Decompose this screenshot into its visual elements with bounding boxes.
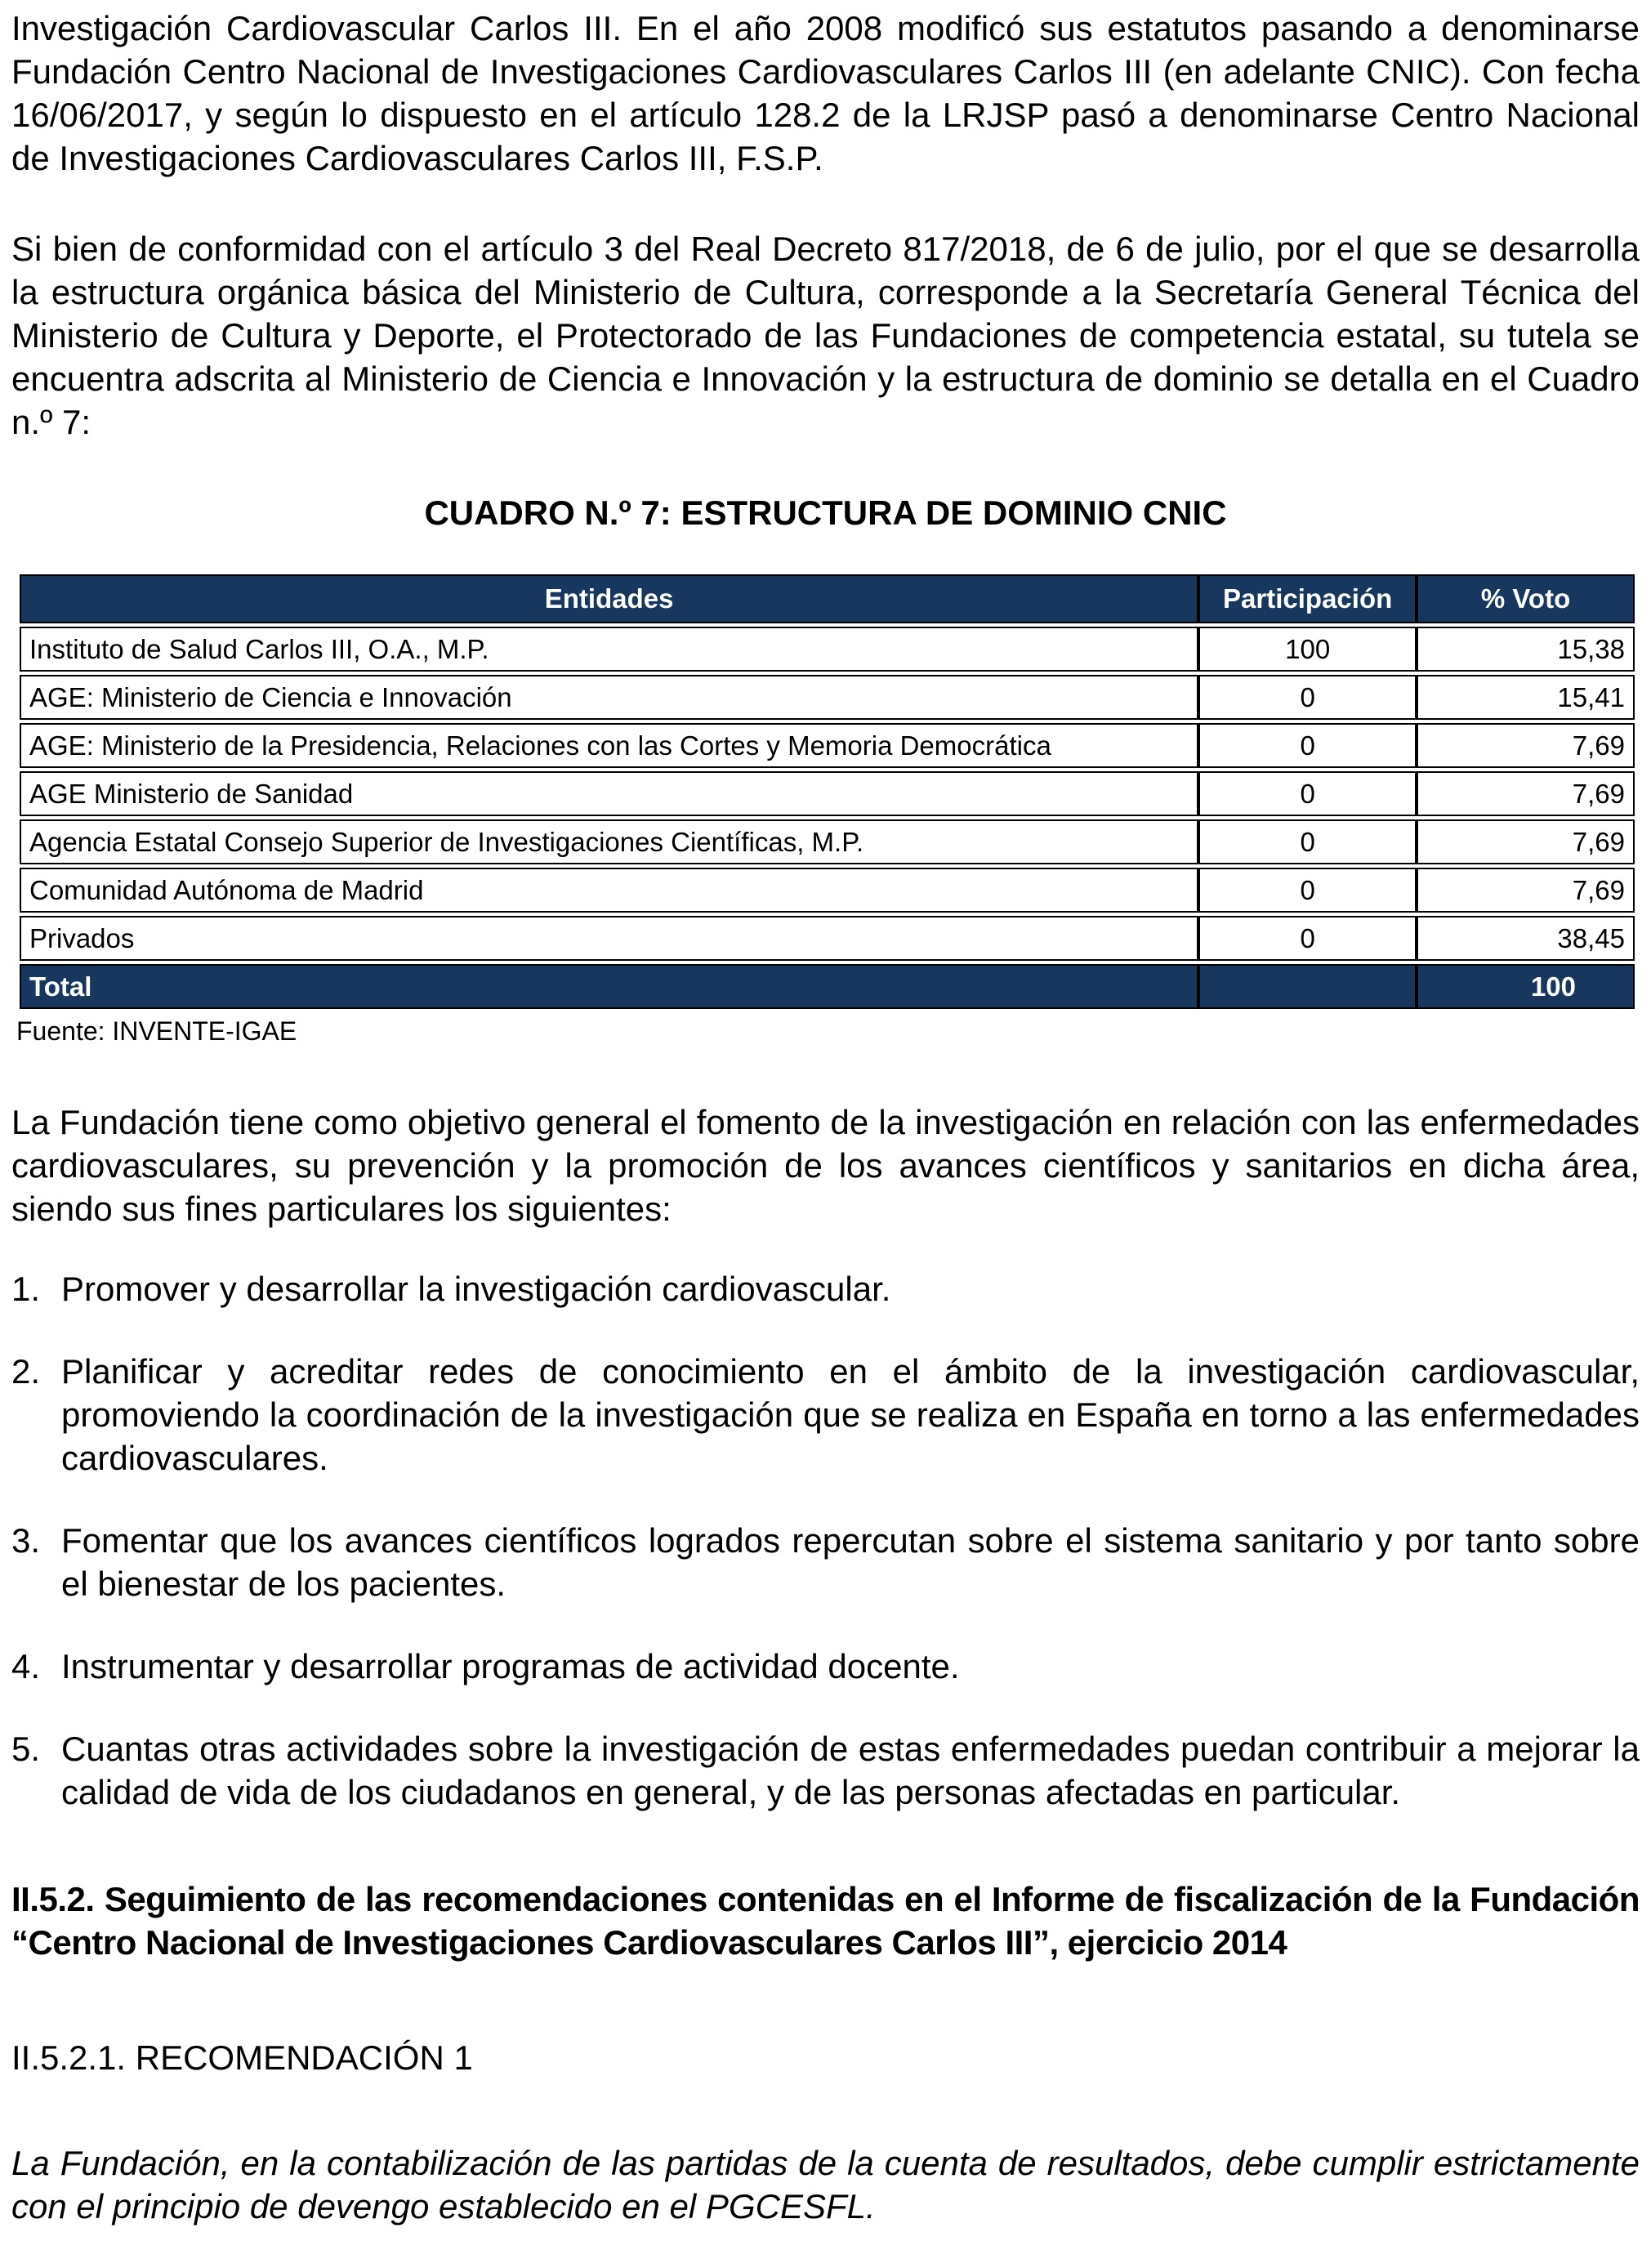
column-header-voto: % Voto xyxy=(1417,574,1635,623)
column-header-participacion: Participación xyxy=(1198,574,1417,623)
section-heading: II.5.2. Seguimiento de las recomendaciones contenidas en el Informe de fiscalización de la Fundación “Centro Nacional de Investigaciones Cardiovasculares Carlos III”, ejercicio 2014 xyxy=(11,1880,1640,1962)
cell-participacion: 0 xyxy=(1198,675,1417,720)
cell-participacion: 0 xyxy=(1198,771,1417,816)
cell-entidad: AGE Ministerio de Sanidad xyxy=(20,771,1198,816)
cell-voto: 38,45 xyxy=(1417,916,1635,961)
cell-voto: 7,69 xyxy=(1417,868,1635,913)
table-total-row xyxy=(20,964,1635,1009)
recommendation-text: La Fundación, en la contabilización de las partidas de la cuenta de resultados, debe cumplir estrictamente con el principio de devengo establecido en el PGCESFL. xyxy=(11,2144,1640,2226)
cell-voto: 7,69 xyxy=(1417,723,1635,768)
list-item xyxy=(11,1727,1640,1814)
cell-entidad: Agencia Estatal Consejo Superior de Investigaciones Científicas, M.P. xyxy=(20,819,1198,864)
list-item-text: Fomentar que los avances científicos logrados repercutan sobre el sistema sanitario y por tanto sobre el bienestar de los pacientes. xyxy=(61,1521,1640,1603)
dominio-table xyxy=(20,571,1635,1012)
table-row xyxy=(20,627,1635,672)
list-item xyxy=(11,1267,1640,1310)
recommendation-heading: II.5.2.1. RECOMENDACIÓN 1 xyxy=(11,2038,473,2077)
column-header-entidades: Entidades xyxy=(20,574,1198,623)
cell-total-label: Total xyxy=(20,964,1198,1009)
list-item xyxy=(11,1519,1640,1605)
paragraph-objectives-intro: La Fundación tiene como objetivo general el fomento de la investigación en relación con las enfermedades cardiovasculares, su prevención y la promoción de los avances científicos y sanitarios en dicha área, siendo sus fines particulares los siguientes: xyxy=(11,1103,1640,1228)
paragraph-cnic-history: Investigación Cardiovascular Carlos III. En el año 2008 modificó sus estatutos pasando a denominarse Fundación Centro Nacional de Investigaciones Cardiovasculares Carlos III (en adelante CNIC). Con fecha 16/06/2017, y según lo dispuesto en el artículo 128.2 de la LRJSP pasó a denominarse Centro Nacional de Investigaciones Cardiovasculares Carlos III, F.S.P. xyxy=(11,9,1640,177)
cell-participacion: 100 xyxy=(1198,627,1417,672)
table-row xyxy=(20,868,1635,913)
list-item-number: 4. xyxy=(11,1647,41,1685)
cell-participacion: 0 xyxy=(1198,868,1417,913)
list-item xyxy=(11,1645,1640,1688)
table-source: Fuente: INVENTE-IGAE xyxy=(16,1016,297,1046)
cell-voto: 15,38 xyxy=(1417,627,1635,672)
cell-total-voto: 100 xyxy=(1417,964,1635,1009)
cell-entidad: Privados xyxy=(20,916,1198,961)
list-item-number: 1. xyxy=(11,1270,41,1308)
cell-entidad: Instituto de Salud Carlos III, O.A., M.P. xyxy=(20,627,1198,672)
table-row xyxy=(20,916,1635,961)
cell-voto: 15,41 xyxy=(1417,675,1635,720)
cell-entidad: Comunidad Autónoma de Madrid xyxy=(20,868,1198,913)
list-item-text: Cuantas otras actividades sobre la investigación de estas enfermedades puedan contribuir a mejorar la calidad de vida de los ciudadanos en general, y de las personas afectadas en particular. xyxy=(61,1730,1640,1811)
cell-participacion: 0 xyxy=(1198,819,1417,864)
table-row xyxy=(20,675,1635,720)
table-row xyxy=(20,723,1635,768)
cell-entidad: AGE: Ministerio de Ciencia e Innovación xyxy=(20,675,1198,720)
cell-voto: 7,69 xyxy=(1417,819,1635,864)
list-item-number: 5. xyxy=(11,1730,41,1768)
table-row xyxy=(20,771,1635,816)
table-header-row xyxy=(20,574,1635,623)
objectives-list xyxy=(11,1267,1640,1814)
list-item-text: Promover y desarrollar la investigación cardiovascular. xyxy=(61,1270,891,1308)
cell-participacion: 0 xyxy=(1198,723,1417,768)
table-title: CUADRO N.º 7: ESTRUCTURA DE DOMINIO CNIC xyxy=(424,493,1227,532)
paragraph-protectorado: Si bien de conformidad con el artículo 3 del Real Decreto 817/2018, de 6 de julio, por el que se desarrolla la estructura orgánica básica del Ministerio de Cultura, corresponde a la Secretaría General Técnica del Ministerio de Cultura y Deporte, el Protectorado de las Fundaciones de competencia estatal, su tutela se encuentra adscrita al Ministerio de Ciencia e Innovación y la estructura de dominio se detalla en el Cuadro n.º 7: xyxy=(11,230,1640,441)
list-item-number: 3. xyxy=(11,1521,41,1560)
cell-total-participacion xyxy=(1198,964,1417,1009)
cell-participacion: 0 xyxy=(1198,916,1417,961)
cell-voto: 7,69 xyxy=(1417,771,1635,816)
list-item xyxy=(11,1350,1640,1480)
table-row xyxy=(20,819,1635,864)
list-item-text: Instrumentar y desarrollar programas de actividad docente. xyxy=(61,1647,960,1685)
list-item-text: Planificar y acreditar redes de conocimiento en el ámbito de la investigación cardiovascular, promoviendo la coordinación de la investigación que se realiza en España en torno a las enfermedades cardiovasculares. xyxy=(61,1352,1640,1477)
list-item-number: 2. xyxy=(11,1352,41,1391)
cell-entidad: AGE: Ministerio de la Presidencia, Relaciones con las Cortes y Memoria Democrática xyxy=(20,723,1198,768)
